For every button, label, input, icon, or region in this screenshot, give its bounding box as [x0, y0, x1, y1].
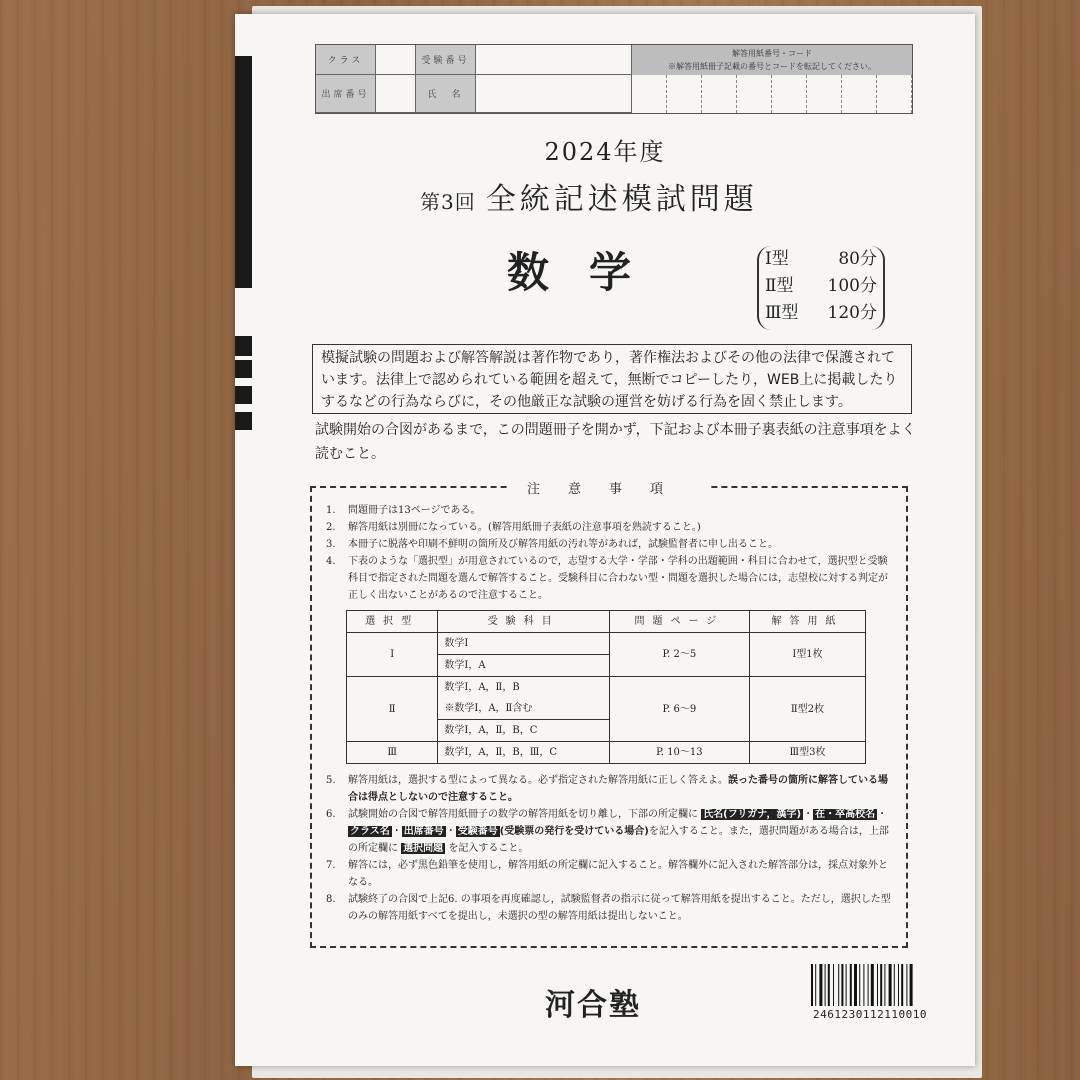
notes-box — [310, 482, 908, 948]
binding-mark — [235, 336, 252, 356]
table-row: ※数学Ⅰ，A，Ⅱ含む — [347, 698, 866, 720]
seat-number-field[interactable] — [376, 75, 416, 113]
exam-types-bracket — [757, 246, 885, 330]
answer-sheet-code-note: ※解答用紙冊子記載の番号とコードを転記してください。 — [668, 62, 876, 71]
barcode-bar — [841, 964, 843, 1006]
exam-year: 2024年度 — [544, 138, 666, 166]
subject-title: 数学 — [507, 248, 672, 297]
type-row: Ⅲ型 120分 — [765, 303, 877, 323]
exam-title-text: 全統記述模試問題 — [485, 182, 758, 217]
exam-number-field[interactable] — [476, 45, 632, 75]
table-row: Ⅰ 数学Ⅰ P. 2～5 Ⅰ型1枚 — [347, 633, 866, 655]
list-item: 8. 試験終了の合図で上記6. の事項を再度確認し，試験監督者の指示に従って解答用紙を提出すること。ただし，選択した型のみの解答用紙すべてを提出し，未選択の型の解答用紙は提出しないこと。 — [326, 894, 891, 922]
barcode-bar — [819, 964, 822, 1006]
barcode-bar — [898, 964, 899, 1006]
instruction-text: 試験開始の合図があるまで，この問題冊子を開かず，下記および本冊子裏表紙の注意事項をよく読むこと。 — [315, 422, 916, 462]
student-id-table — [315, 44, 913, 114]
barcode-bar — [825, 964, 826, 1006]
table-row: Ⅲ 数学Ⅰ，A，Ⅱ，B，Ⅲ，C P. 10～13 Ⅲ型3枚 — [347, 742, 866, 764]
table-row: 数学Ⅰ，A — [347, 655, 866, 677]
barcode-bar — [910, 964, 913, 1006]
answer-sheet-code-boxes[interactable] — [632, 75, 912, 113]
barcode-bar — [811, 964, 813, 1006]
exam-number-label: 受験番号 — [416, 45, 476, 75]
barcode-bar — [854, 964, 857, 1006]
barcode-bar — [833, 964, 834, 1006]
barcode-bar — [863, 964, 864, 1006]
publisher-logo: 河合塾 — [545, 988, 641, 1023]
barcode-bar — [815, 964, 816, 1006]
answer-sheet-code-header — [632, 45, 912, 75]
barcode — [811, 964, 945, 1006]
answer-sheet-code-label: 解答用紙番号・コード — [732, 49, 812, 58]
barcode-bar — [871, 964, 874, 1006]
list-item: 4. 下表のような「選択型」が用意されているので，志望する大学・学部・学科の出題範囲・科目に合わせて，選択型と受験科目で指定された問題を選んで解答すること。受験科目に合わない型・問題を選択した場合には，志望校に対する判定が正しく出ないことがあるので注意すること。 — [326, 556, 888, 601]
barcode-bar — [894, 964, 895, 1006]
barcode-bar — [901, 964, 903, 1006]
barcode-bar — [846, 964, 847, 1006]
barcode-bar — [884, 964, 885, 1006]
binding-mark — [235, 386, 252, 404]
list-item: 2. 解答用紙は別冊になっている。(解答用紙冊子表紙の注意事項を熟読すること。) — [326, 522, 701, 533]
barcode-bar — [859, 964, 860, 1006]
binding-mark — [235, 412, 252, 430]
table-row: 数学Ⅰ，A，Ⅱ，B，C — [347, 720, 866, 742]
class-field[interactable] — [376, 45, 416, 75]
list-item: 3. 本冊子に脱落や印刷不鮮明の箇所及び解答用紙の汚れ等があれば，試験監督者に申し出ること。 — [326, 539, 778, 550]
barcode-bar — [877, 964, 878, 1006]
type-row: Ⅰ型 80分 — [765, 249, 877, 269]
list-item: 1. 問題冊子は13ページである。 — [326, 505, 481, 516]
barcode-bar — [868, 964, 869, 1006]
barcode-bar — [880, 964, 882, 1006]
barcode-bar — [850, 964, 852, 1006]
barcode-number: 2461230112110010 — [813, 1008, 927, 1021]
barcode-bar — [889, 964, 892, 1006]
notes-list — [326, 502, 894, 925]
selection-type-table — [346, 610, 866, 764]
binding-mark — [235, 56, 252, 288]
list-item: 6. 試験開始の合図で解答用紙冊子の数学の解答用紙を切り離し，下部の所定欄に 氏名(フリガナ，漢字) ・ 在・卒高校名 ・クラス名 ・ 出席番号 ・ 受験番号 (受験票の発行を受けている場合)を記入すること。また，選択問題がある場合は，上部の所定欄に 選択問題 を記入すること。 — [326, 809, 889, 854]
name-field[interactable] — [476, 75, 632, 113]
exam-booklet-cover — [235, 14, 975, 1066]
exam-title — [420, 174, 758, 218]
barcode-bar — [906, 964, 907, 1006]
copyright-notice: 模擬試験の問題および解答解説は著作物であり，著作権法およびその他の法律で保護されています。法律上で認められている範囲を超えて，無断でコピーしたり，WEB上に掲載したりするなどの行為ならびに，その他厳正な試験の運営を妨げる行為を固く禁止します。 — [312, 344, 912, 414]
table-header-row: 選択型 受験科目 問題ページ 解答用紙 — [347, 611, 866, 633]
type-row: Ⅱ型 100分 — [765, 276, 877, 296]
seat-number-label: 出席番号 — [316, 75, 376, 113]
binding-mark — [235, 360, 252, 378]
barcode-bar — [828, 964, 830, 1006]
notes-title: 注意事項 — [509, 482, 709, 497]
list-item: 7. 解答には，必ず黒色鉛筆を使用し，解答用紙の所定欄に記入すること。解答欄外に記入された解答部分は，採点対象外となる。 — [326, 860, 888, 888]
table-row: Ⅱ 数学Ⅰ，A，Ⅱ，B P. 6～9 Ⅱ型2枚 — [347, 677, 866, 699]
class-label: クラス — [316, 45, 376, 75]
barcode-bar — [838, 964, 839, 1006]
list-item: 5. 解答用紙は，選択する型によって異なる。必ず指定された解答用紙に正しく答えよ。誤った番号の箇所に解答している場合は得点としないので注意すること。 — [326, 775, 888, 803]
name-label: 氏 名 — [416, 75, 476, 113]
exam-round: 第3回 — [420, 190, 476, 214]
